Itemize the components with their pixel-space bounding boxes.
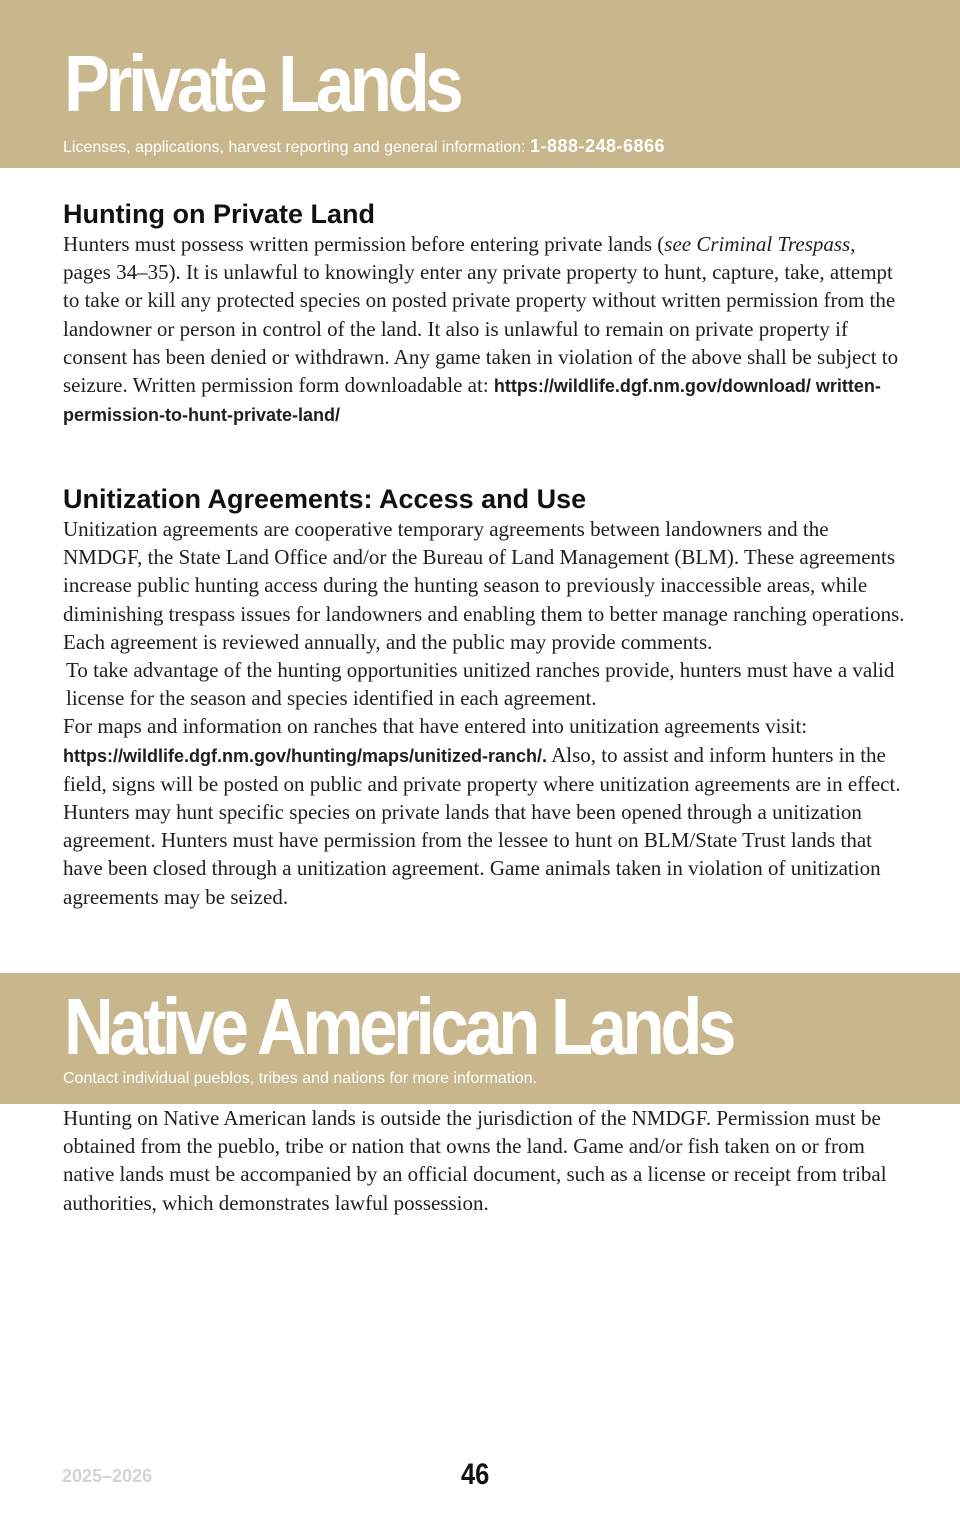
native-american-paragraph: Hunting on Native American lands is outside the jurisdiction of the NMDGF. Permission must be obtained from the pueblo, tribe or nation that owns the land. Game and/or fish taken on or from native lands must be accompanied by an official document, such as a license or receipt from tribal authorities, which demonstrates lawful possession.: [63, 1106, 887, 1215]
unitization-paragraph-3: [63, 712, 908, 798]
native-american-lands-subtitle: Contact individual pueblos, tribes and nations for more information.: [63, 1070, 538, 1087]
text-run: Also, to assist and inform hunters in the field, signs will be posted on public and private property where unitization agreements are in effect.: [63, 742, 901, 796]
unitization-paragraph-4: Hunters may hunt specific species on private lands that have been opened through a unitization agreement. Hunters must have permission from the lessee to hunt on BLM/State Trust lands that have been closed through a unitization agreement. Game animals taken in violation of unitization agreements may be seized.: [63, 800, 881, 909]
criminal-trespass-ref: see Criminal Trespass: [664, 232, 851, 256]
unitized-ranch-link[interactable]: https://wildlife.dgf.nm.gov/hunting/maps/unitized-ranch/.: [63, 745, 547, 766]
unitization-heading: Unitization Agreements: Access and Use: [63, 484, 587, 514]
phone-number[interactable]: 1-888-248-6866: [529, 136, 666, 156]
footer-year: 2025–2026: [62, 1466, 153, 1486]
permission-form-link[interactable]: https://wildlife.dgf.nm.gov/download/ written-permission-to-hunt-private-land/: [63, 376, 881, 426]
text-run: , pages 34–35). It is unlawful to knowingly enter any private property to hunt, capture, take, attempt to take or kill any protected species on posted private property without written permission from the landowner or person in control of the land. It also is unlawful to remain on private property if consent has been denied or withdrawn. Any game taken in violation of the above shall be subject to seizure. Written permission form downloadable at:: [63, 232, 899, 398]
text-run: For maps and information on ranches that have entered into unitization agreements visit:: [63, 714, 808, 739]
hunting-private-land-section: [63, 198, 908, 429]
hunting-private-land-paragraph: [63, 230, 908, 429]
unitization-paragraph-1: Unitization agreements are cooperative temporary agreements between landowners and the NMDGF, the State Land Office and/or the Bureau of Land Management (BLM). These agreements increase public hunting access during the hunting season to previously inaccessible areas, while diminishing trespass issues for landowners and enabling them to better manage ranching operations. Each agreement is reviewed annually, and the public may provide comments.: [63, 517, 905, 654]
private-lands-title: Private Lands: [64, 39, 460, 128]
native-american-lands-title: Native American Lands: [64, 982, 733, 1071]
unitization-section: [63, 483, 908, 911]
hunting-private-land-heading: Hunting on Private Land: [63, 199, 376, 229]
native-american-lands-banner: [0, 973, 960, 1104]
private-lands-subtitle: [63, 136, 665, 157]
info-text: Licenses, applications, harvest reporting and general information:: [63, 139, 526, 156]
unitization-paragraph-2: To take advantage of the hunting opportunities unitized ranches provide, hunters must have a valid license for the season and species identified in each agreement.: [66, 658, 895, 711]
private-lands-banner: [0, 0, 960, 168]
text-run: Hunters must possess written permission before entering private lands (: [63, 232, 665, 256]
page-number: 46: [461, 1458, 490, 1491]
native-american-section: [63, 1104, 908, 1217]
